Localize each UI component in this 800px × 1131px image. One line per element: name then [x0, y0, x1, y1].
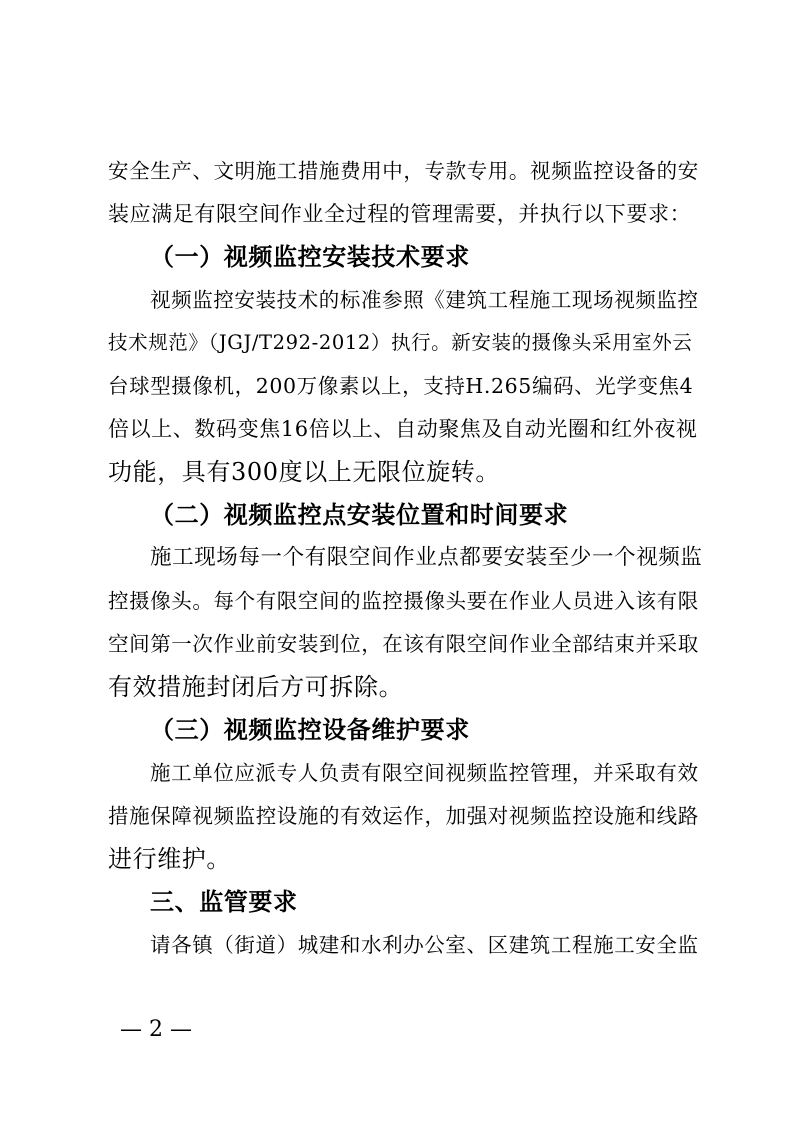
- paragraph-1-line-1: 安全生产、文明施工措施费用中，专款专用。视频监控设备的安: [108, 159, 699, 183]
- paragraph-1-line-2: 装应满足有限空间作业全过程的管理需要，并执行以下要求：: [108, 202, 692, 226]
- paragraph-2-line-4: 倍以上、数码变焦16倍以上、自动聚焦及自动光圈和红外夜视: [108, 417, 698, 441]
- paragraph-2-line-5: 功能，具有300度以上无限位旋转。: [108, 458, 501, 486]
- paragraph-2-line-1: 视频监控安装技术的标准参照《建筑工程施工现场视频监控: [150, 288, 699, 312]
- paragraph-4-line-2: 措施保障视频监控设施的有效运作，加强对视频监控设施和线路: [108, 804, 699, 828]
- section-heading-4: 三、监管要求: [150, 888, 298, 916]
- section-heading-1: （一）视频监控安装技术要求: [150, 243, 470, 271]
- paragraph-5-line-1: 请各镇（街道）城建和水利办公室、区建筑工程施工安全监: [150, 933, 699, 957]
- paragraph-4-line-1: 施工单位应派专人负责有限空间视频监控管理，并采取有效: [150, 761, 699, 785]
- paragraph-3-line-1: 施工现场每一个有限空间作业点都要安装至少一个视频监: [150, 545, 703, 570]
- section-heading-2: （二）视频监控点安装位置和时间要求: [150, 501, 569, 529]
- section-heading-3: （三）视频监控设备维护要求: [150, 716, 470, 744]
- paragraph-3-line-3: 空间第一次作业前安装到位，在该有限空间作业全部结束并采取: [108, 632, 699, 656]
- paragraph-2-line-2: 技术规范》（JGJ/T292-2012）执行。新安装的摄像头采用室外云: [108, 331, 693, 354]
- paragraph-4-line-3: 进行维护。: [108, 845, 231, 873]
- page-number: — 2 —: [120, 1017, 192, 1042]
- paragraph-3-line-2: 控摄像头。每个有限空间的监控摄像头要在作业人员进入该有限: [108, 589, 699, 613]
- paragraph-3-line-4: 有效措施封闭后方可拆除。: [108, 673, 404, 701]
- paragraph-2-line-3: 台球型摄像机，200万像素以上，支持H.265编码、光学变焦4: [108, 374, 694, 398]
